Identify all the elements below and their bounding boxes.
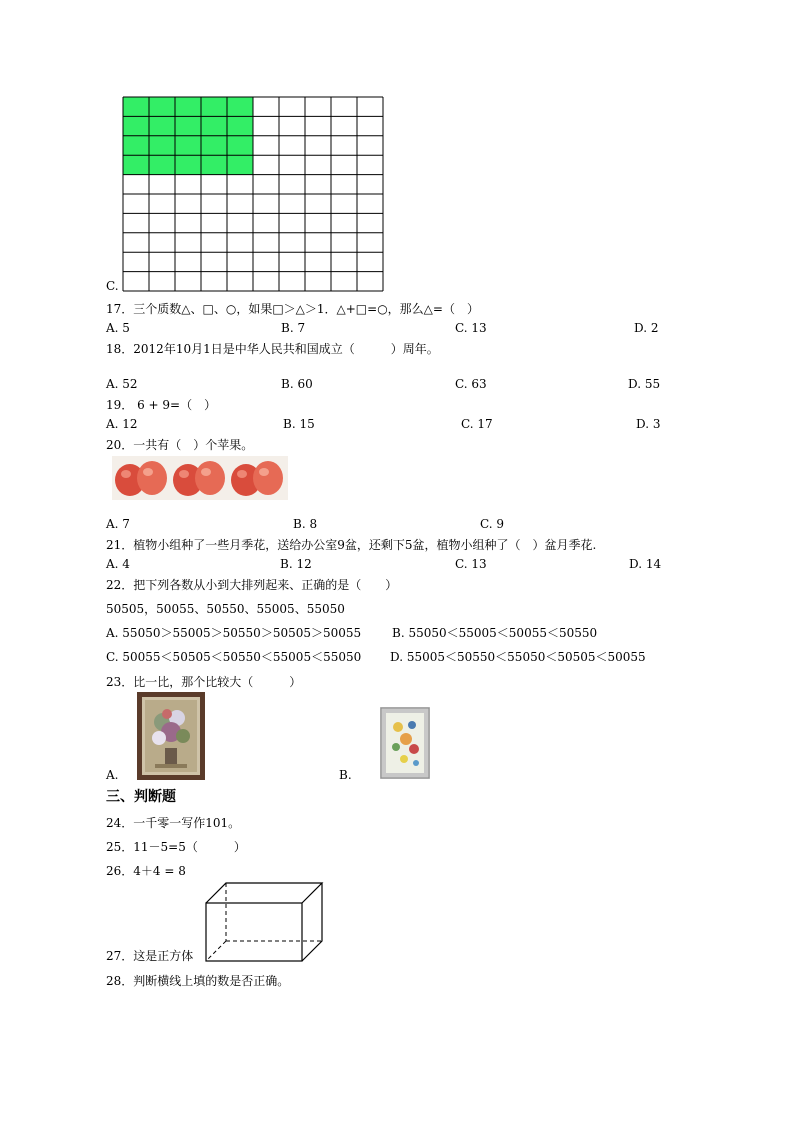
q18-option-a[interactable]: A. 52 [106, 377, 138, 391]
question-21 [106, 538, 596, 552]
question-text: 把下列各数从小到大排列起来、正确的是（ ） [133, 578, 398, 592]
question-number: 24． [106, 816, 134, 830]
question-number: 25． [106, 840, 134, 854]
question-text: 植物小组种了一些月季花，送给办公室9盆，还剩下5盆，植物小组种了（ ）盆月季花. [133, 538, 597, 552]
question-25 [106, 840, 246, 854]
q17-option-c[interactable]: C. 13 [455, 321, 487, 335]
q17-option-b[interactable]: B. 7 [281, 321, 306, 335]
q17-option-a[interactable]: A. 5 [106, 321, 130, 335]
question-text: 2012年10月1日是中华人民共和国成立（ ）周年。 [133, 342, 439, 356]
q22-option-c[interactable]: C. 50055＜50505＜50550＜55005＜55050 [106, 650, 362, 664]
large-painting-image [137, 692, 205, 780]
question-number: 23． [106, 675, 134, 689]
question-28 [106, 974, 289, 988]
q19-option-a[interactable]: A. 12 [106, 417, 138, 431]
question-19 [106, 398, 216, 412]
q20-option-a[interactable]: A. 7 [106, 517, 130, 531]
q19-option-b[interactable]: B. 15 [283, 417, 315, 431]
grid-figure [122, 96, 386, 292]
question-27 [106, 949, 193, 963]
q23-option-b[interactable]: B. [339, 768, 352, 782]
question-number: 19． [106, 398, 134, 412]
question-number: 17． [106, 302, 134, 316]
q21-option-d[interactable]: D. 14 [629, 557, 662, 571]
question-24 [106, 816, 240, 830]
question-number: 28． [106, 974, 134, 988]
question-text: 判断横线上填的数是否正确。 [133, 974, 290, 988]
question-text: 一千零一写作101。 [133, 816, 241, 830]
q20-option-b[interactable]: B. 8 [293, 517, 318, 531]
question-22 [106, 578, 397, 592]
question-20 [106, 438, 253, 452]
cuboid-figure [204, 881, 328, 963]
question-text: 比一比，那个比较大（ ） [133, 675, 302, 689]
q17-option-d[interactable]: D. 2 [634, 321, 659, 335]
question-18 [106, 342, 439, 356]
question-number: 18． [106, 342, 134, 356]
grid-option-label[interactable]: C. [106, 279, 119, 293]
question-26 [106, 864, 186, 878]
q21-option-c[interactable]: C. 13 [455, 557, 487, 571]
question-text: 三个质数△、□、○，如果□＞△＞1．△+□=○，那么△=（ ） [133, 302, 479, 316]
question-number: 21． [106, 538, 134, 552]
q21-option-b[interactable]: B. 12 [280, 557, 312, 571]
question-17 [106, 302, 479, 316]
q20-option-c[interactable]: C. 9 [480, 517, 505, 531]
q18-option-d[interactable]: D. 55 [628, 377, 661, 391]
question-number: 22． [106, 578, 134, 592]
small-painting-image [380, 707, 430, 779]
q22-option-d[interactable]: D. 55005＜50550＜55050＜50505＜50055 [390, 650, 646, 664]
question-text: 一共有（ ）个苹果。 [133, 438, 254, 452]
question-text: 11－5=5（ ） [133, 840, 246, 854]
q19-option-c[interactable]: C. 17 [461, 417, 493, 431]
q18-option-c[interactable]: C. 63 [455, 377, 487, 391]
q23-option-a[interactable]: A. [106, 768, 119, 782]
q19-option-d[interactable]: D. 3 [636, 417, 661, 431]
question-text: 4＋4 = 8 [133, 864, 186, 878]
q22-option-a[interactable]: A. 55050＞55005＞50550＞50505＞50055 [106, 626, 362, 640]
question-number: 27． [106, 949, 134, 963]
q22-option-b[interactable]: B. 55050＜55005＜50055＜50550 [392, 626, 598, 640]
question-number: 20． [106, 438, 134, 452]
question-number: 26． [106, 864, 134, 878]
q18-option-b[interactable]: B. 60 [281, 377, 313, 391]
section-title: 三、判断题 [106, 789, 176, 805]
q22-numbers: 50505，50055、50550、55005、55050 [106, 602, 345, 616]
question-text: 6 + 9=（ ） [133, 398, 217, 412]
question-23 [106, 675, 301, 689]
q21-option-a[interactable]: A. 4 [106, 557, 130, 571]
apples-image [112, 456, 288, 500]
question-text: 这是正方体 [133, 949, 194, 963]
